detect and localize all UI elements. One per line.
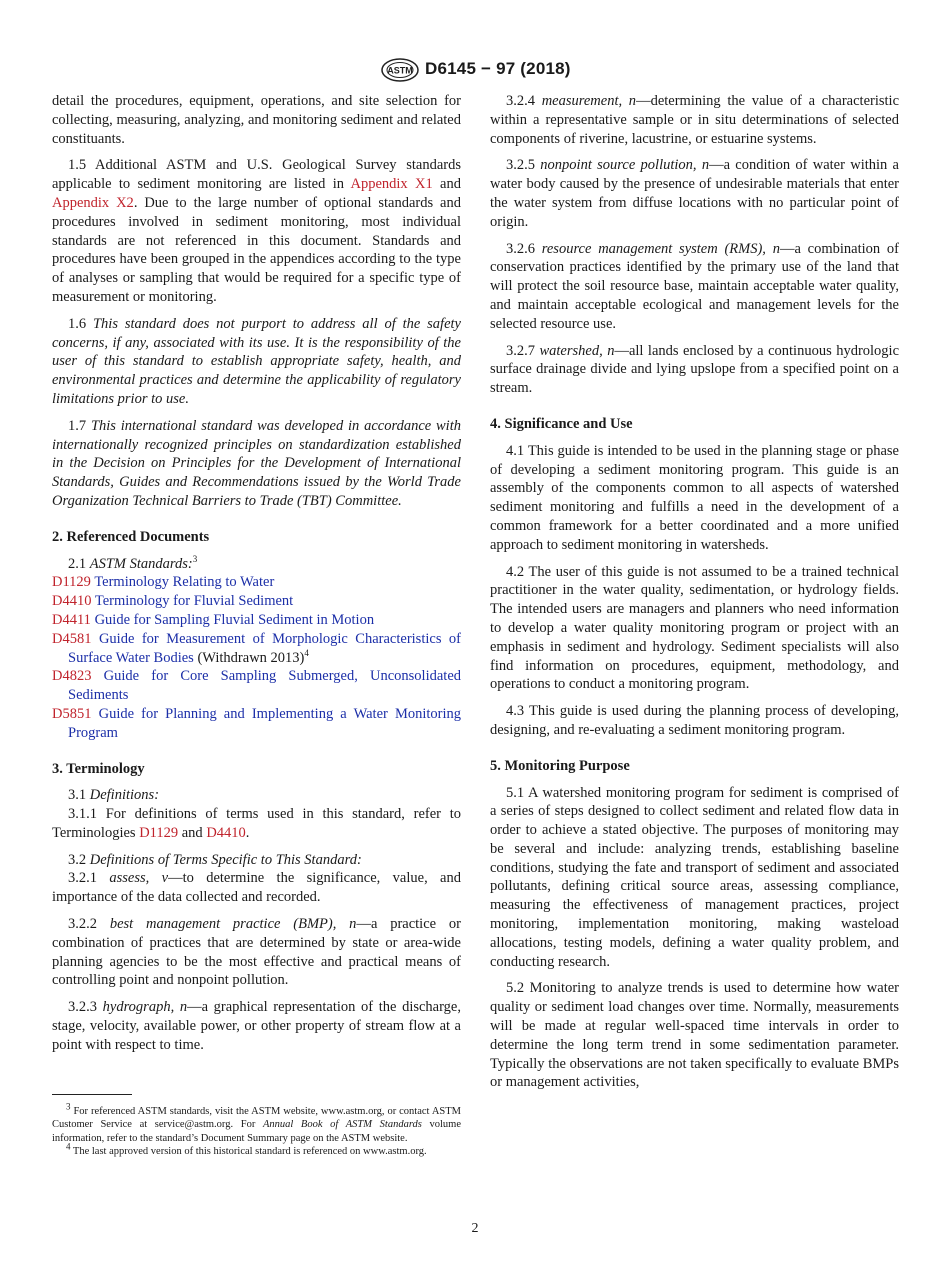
section-2-heading: 2. Referenced Documents — [52, 528, 210, 545]
footnote-divider — [52, 1094, 132, 1095]
reference-code-link[interactable]: D4410 — [52, 593, 92, 610]
d1129-link[interactable]: D1129 — [139, 824, 179, 841]
paragraph-4-1: 4.1 This guide is intended to be used in the planning stage or phase of developing a sediment monitoring program. This guide is an assembly of the components common to all aspects of watershed sediment monitoring and fulfills a need in the development of a common framework for a better coordinated and a more unified approach to sediment monitoring in watersheds. — [490, 442, 899, 553]
reference-item — [52, 630, 461, 668]
paragraph-5-2: 5.2 Monitoring to analyze trends is used to determine how water quality or sediment load changes over time. Normally, measurements will be made at regular well-spaced time intervals in order to determine the long term trend in some sedimentation parameter. Typically the observations are not taken specifically to evaluate BMPs or management activities, — [490, 980, 899, 1091]
paragraph-4-3: 4.3 This guide is used during the planning process of developing, designing, and re-evaluating a sediment monitoring program. — [490, 703, 899, 738]
paragraph-1-6: 1.6 This standard does not purport to address all of the safety concerns, if any, associated with its use. It is the responsibility of the user of this standard to establish appropriate safety, health, and environmental practices and determine the applicability of regulatory limitations prior to use. — [52, 315, 461, 407]
paragraph-2-1: 2.1 ASTM Standards:$^3$ — [68, 553, 198, 572]
reference-item — [52, 573, 461, 592]
paragraph-3-2-1: 3.2.1 assess, v—to determine the significance, value, and importance of the data collected and recorded. — [52, 870, 461, 906]
paragraph-1-4-continued: detail the procedures, equipment, operations, and site selection for collecting, measuring, analyzing, and monitoring sediment and related constituants. — [52, 93, 461, 147]
reference-item — [52, 705, 461, 743]
reference-code-link[interactable]: D5851 — [52, 705, 92, 722]
footnote-3: $^3$ For referenced ASTM standards, visit the ASTM website, www.astm.org, or contact ASTM Customer Service at service@astm.org. For Annual Book of ASTM Standards volume information, refer to the standard’s Document Summary page on the ASTM website. — [52, 1101, 461, 1144]
reference-item — [52, 611, 461, 630]
referenced-standards-list — [52, 573, 461, 742]
paragraph-3-2-6: 3.2.6 resource management system (RMS), n—a combination of conservation practices identified by the primary use of the land that will protect the soil resource base, maintain acceptable water quality, and maintain acceptable ecological and management levels for the selected resource use. — [490, 240, 899, 332]
reference-title-link[interactable]: Terminology Relating to Water — [94, 574, 275, 591]
reference-title-link[interactable]: Terminology for Fluvial Sediment — [94, 593, 294, 610]
paragraph-3-2-4: 3.2.4 measurement, n—determining the value of a characteristic within a representative sample or in situ determinations of selected components of riverine, lacustrine, or estuarine systems. — [490, 93, 900, 147]
paragraph-5-1: 5.1 A watershed monitoring program for sediment is comprised of a series of steps designed to collect sediment and related flow data in order to achieve a stated objective. The purposes of monitoring may be several and include: analyzing trends, establishing baseline conditions, studying the fate and transport of sediment and associated pollutants, defining critical source areas, assessing compliance, measuring the effectiveness of management practices, project monitoring, implementation monitoring, making wasteload allocations, testing models, defining a water quality problem, and conducting research. — [490, 784, 899, 970]
page-number: 2 — [471, 1221, 479, 1236]
section-3-heading: 3. Terminology — [52, 760, 145, 777]
paragraph-3-2-3: 3.2.3 hydrograph, n—a graphical representation of the discharge, stage, velocity, available power, or other property of stream flow at a point with respect to time. — [52, 999, 461, 1053]
paragraph-3-2: 3.2 Definitions of Terms Specific to This Standard: — [68, 851, 362, 868]
paragraph-3-1: 3.1 Definitions: — [68, 787, 160, 804]
left-column — [52, 92, 461, 1063]
reference-code-link[interactable]: D4411 — [52, 611, 91, 628]
svg-text:ASTM: ASTM — [387, 65, 413, 76]
paragraph-3-2-2: 3.2.2 best management practice (BMP), n—a practice or combination of practices that are determined by state or area-wide planning agencies to be the most effective and practical means of controlling point and nonpoint pollution. — [52, 916, 461, 989]
reference-item — [52, 667, 461, 705]
paragraph-4-2: 4.2 The user of this guide is not assumed to be a trained technical practitioner in the water quality, sedimentation, or hydrology fields. The intended users are managers and planners who need information to develop a water quality monitoring program or project with an emphasis in sediment and hydrology. Sediment specialists will also find information on procedures, equipment, methodology, and operations to conduct a monitoring program. — [490, 563, 899, 693]
reference-title-link[interactable]: Guide for Measurement of Morphologic Characteristics of Surface Water Bodies — [68, 630, 461, 666]
appendix-x2-link[interactable]: Appendix X2 — [52, 194, 134, 211]
footnote-marker: 4 — [304, 647, 309, 658]
paragraph-1-7: 1.7 This international standard was developed in accordance with internationally recognized principles on standardization established in the Decision on Principles for the Development of International Standards, Guides and Recommendations issued by the World Trade Organization Technical Barriers to Trade (TBT) Committee. — [52, 417, 461, 509]
footnotes — [52, 1101, 461, 1158]
standard-designation: D6145 − 97 (2018) — [425, 59, 571, 78]
reference-item — [52, 592, 461, 611]
appendix-x1-link[interactable]: Appendix X1 — [350, 176, 433, 193]
d4410-link[interactable]: D4410 — [206, 824, 246, 841]
reference-title-link[interactable]: Guide for Planning and Implementing a Water Monitoring Program — [68, 705, 461, 741]
reference-note: (Withdrawn 2013) — [193, 649, 305, 666]
paragraph-3-2-7: 3.2.7 watershed, n—all lands enclosed by a continuous hydrologic surface drainage divide and lying upslope from a specified point on a stream. — [490, 342, 900, 397]
paragraph-3-2-5: 3.2.5 nonpoint source pollution, n—a condition of water within a water body caused by the presence of undesirable materials that enter the water system from diffuse locations with no particular point of origin. — [490, 157, 899, 230]
paragraph-1-5: 1.5 Additional ASTM and U.S. Geological Survey standards applicable to sediment monitoring are listed in Appendix X1 and Appendix X2. Due to the large number of optional standards and procedures involved in sediment monitoring, most individual standards are not referenced in this document. Standards and procedures have been grouped in the appendices according to the type of analyses or sampling that would be required for a specific type of measurement or monitoring. — [52, 157, 461, 305]
paragraph-3-1-1: 3.1.1 For definitions of terms used in this standard, refer to Terminologies D1129 and D4410. — [52, 806, 461, 841]
reference-title-link[interactable]: Guide for Core Sampling Submerged, Unconsolidated Sediments — [68, 668, 462, 704]
page-header — [0, 58, 950, 84]
astm-logo-icon — [380, 57, 420, 83]
reference-code-link[interactable]: D4823 — [52, 668, 92, 685]
reference-title-link[interactable]: Guide for Sampling Fluvial Sediment in Motion — [94, 611, 375, 628]
right-column — [490, 92, 899, 1100]
footnote-4: $^4$ The last approved version of this historical standard is referenced on www.astm.org. — [66, 1141, 427, 1157]
section-5-heading: 5. Monitoring Purpose — [490, 757, 630, 774]
reference-code-link[interactable]: D4581 — [52, 630, 92, 647]
section-4-heading: 4. Significance and Use — [490, 415, 633, 432]
reference-code-link[interactable]: D1129 — [52, 574, 91, 591]
